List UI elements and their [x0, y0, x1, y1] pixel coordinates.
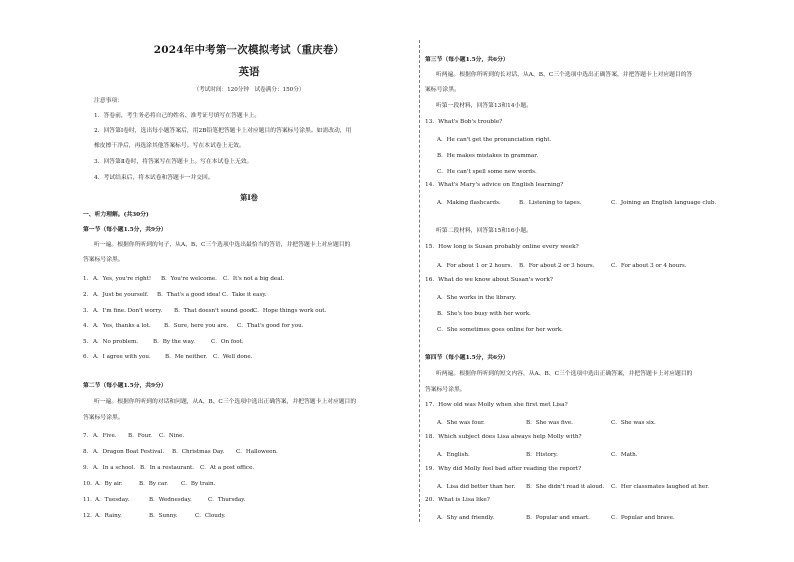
option-c: C．She sometimes goes online for her work. [437, 327, 563, 333]
instruction-line: 答案标号涂黑。 [425, 387, 466, 393]
option-a: A．Five. [93, 433, 117, 439]
option-a: A．By air. [95, 481, 123, 487]
option-b: B．She's too busy with her work. [437, 311, 531, 317]
section-heading: 第三节（每小题1.5分，共6分） [425, 57, 509, 63]
option-c: C．By train. [181, 481, 216, 487]
instruction-line: 案标号涂黑。 [425, 87, 460, 93]
column-divider [419, 40, 420, 522]
question-number: 11． [83, 497, 96, 503]
option-b: B．Sunny. [149, 513, 178, 519]
note-item: 3．回答第Ⅱ卷时，将答案写在答题卡上。写在本试卷上无效。 [94, 159, 253, 165]
question-number: 5． [83, 339, 93, 345]
instruction-line: 听一遍。根据你所听到的句子，从A、B、C三个选项中选出最恰当的答语，并把答题卡上对应题目的 [94, 242, 351, 248]
option-a: A．Lisa did better than her. [437, 484, 516, 490]
option-c: C．He can't spell some new words. [437, 169, 537, 175]
option-c: C．Well done. [213, 354, 253, 360]
option-c: C．Her classmates laughed at her. [611, 484, 710, 490]
question-number: 4． [83, 323, 93, 329]
option-b: B．Wednesday. [149, 497, 192, 503]
option-a: A．Shy and friendly. [437, 515, 495, 521]
option-c: C．Nine. [159, 433, 185, 439]
instruction-line: 听一遍。根据你所听到的对话和问题，从A、B、C三个选项中选出正确答案，并把答题卡上对应题目的 [94, 399, 357, 405]
option-a: A．I agree with you. [93, 354, 151, 360]
option-c: C．Thursday. [208, 497, 246, 503]
option-b: B．By car. [139, 481, 169, 487]
option-b: B．History. [526, 452, 558, 458]
note-item: 4．考试结束后，将本试卷和答题卡一并交回。 [94, 175, 214, 181]
section-heading: 第二节（每小题1.5分，共9分） [83, 383, 167, 389]
option-c: C．Cloudy. [195, 513, 226, 519]
question-stem: 14．What's Mary's advice on English learning? [425, 182, 564, 188]
question-stem: 17．How old was Molly when she first met Lisa? [425, 402, 568, 408]
option-b: B．Christmas Day. [172, 449, 225, 455]
question-number: 8． [83, 449, 93, 455]
option-a: A．Yes, thanks a lot. [93, 323, 151, 329]
notes-heading: 注意事项： [94, 98, 123, 104]
option-b: B．He makes mistakes in grammar. [437, 153, 539, 159]
option-c: C．On foot. [211, 339, 244, 345]
dialog-note: 听第二段材料，回答第15和16小题。 [436, 228, 532, 234]
question-stem: 19．Why did Molly feel bad after reading the report? [425, 466, 582, 472]
option-a: A．She was four. [437, 420, 485, 426]
option-c: C．Halloween. [236, 449, 278, 455]
question-number: 1． [83, 276, 93, 282]
option-b: B．She didn't read it aloud. [526, 484, 605, 490]
part-one-title: 第Ⅰ卷 [240, 193, 258, 202]
option-b: B．By the way. [153, 339, 196, 345]
instruction-line: 听两遍。根据你所听到的长对话，从A、B、C三个选项中选出正确答案，并把答题卡上对应题目的答 [436, 72, 693, 78]
option-b: B．Sure, here you are. [164, 323, 229, 329]
option-b: B．For about 2 or 3 hours. [519, 263, 595, 269]
option-a: A．Making flashcards. [437, 200, 501, 206]
question-stem: 15．How long is Susan probably online every week? [425, 244, 579, 250]
instruction-line: 听两遍。根据你所听到的短文内容，从A、B、C三个选项中选出正确答案，并把答题卡上对应题目的 [436, 371, 693, 377]
option-a: A．She works in the library. [437, 295, 517, 301]
option-b: B．She was five. [526, 420, 573, 426]
option-c: C．Take it easy. [222, 292, 267, 298]
note-item: 2．回答第Ⅰ卷时，选出每小题答案后，用2B铅笔把答题卡上对应题目的答案标号涂黑。如需改动，用 [94, 128, 352, 134]
question-number: 2． [83, 292, 93, 298]
option-a: A．I'm fine. Don't worry. [93, 308, 163, 314]
option-a: A．He can't get the pronunciation right. [437, 137, 552, 143]
question-number: 3． [83, 308, 93, 314]
option-b: B．Me neither. [165, 354, 208, 360]
option-a: A．Just be yourself. [93, 292, 149, 298]
question-stem: 16．What do we know about Susan's work? [425, 277, 553, 283]
option-b: B．In a restaurant. [140, 465, 195, 471]
question-number: 9． [83, 465, 93, 471]
note-item: 橡皮擦干净后，再选涂其他答案标号。写在本试卷上无效。 [94, 143, 245, 149]
option-b: B．Listening to tapes. [519, 200, 582, 206]
note-item: 1．答卷前，考生务必将自己的姓名、准考证号填写在答题卡上。 [94, 113, 261, 119]
option-a: A．For about 1 or 2 hours. [437, 263, 513, 269]
question-stem: 18．Which subject does Lisa always help Molly with? [425, 434, 582, 440]
option-b: B．Four. [128, 433, 153, 439]
question-number: 12． [83, 513, 96, 519]
option-a: A．Dragon Boat Festival. [93, 449, 165, 455]
option-a: A．In a school. [93, 465, 136, 471]
option-c: C．Popular and brave. [611, 515, 675, 521]
option-a: A．Tuesday. [95, 497, 130, 503]
option-c: C．Joining an English language club. [611, 200, 717, 206]
option-c: C．It's not a big deal. [223, 276, 285, 282]
exam-title: 2024年中考第一次模拟考试（重庆卷） [153, 44, 345, 56]
question-number: 10． [83, 481, 96, 487]
option-c: C．That's good for you. [237, 323, 304, 329]
instruction-line: 答案标号涂黑。 [83, 415, 124, 421]
option-a: A．No problem. [93, 339, 139, 345]
section-heading: 一、听力理解。(共30分) [83, 212, 149, 218]
question-stem: 20．What is Lisa like? [425, 497, 490, 503]
question-number: 6． [83, 354, 93, 360]
option-a: A．Rainy. [95, 513, 122, 519]
dialog-note: 听第一段材料，回答第13和14小题。 [436, 103, 532, 109]
question-stem: 13．What's Bob's trouble? [425, 119, 503, 125]
option-c: C．At a post office. [200, 465, 255, 471]
instruction-line: 答案标号涂黑。 [83, 257, 124, 263]
option-c: C．Hope things work out. [253, 308, 327, 314]
option-a: A．English. [437, 452, 470, 458]
subsection-heading: 第一节（每小题1.5分，共9分） [83, 227, 167, 233]
option-b: B．You're welcome. [161, 276, 217, 282]
question-number: 7． [83, 433, 93, 439]
option-c: C．For about 3 or 4 hours. [611, 263, 687, 269]
option-c: C．She was six. [611, 420, 656, 426]
option-a: A．Yes, you're right! [93, 276, 152, 282]
option-b: B．That's a good idea! [157, 292, 221, 298]
exam-subject: 英语 [238, 66, 260, 78]
section-heading: 第四节（每小题1.5分，共6分） [425, 355, 509, 361]
option-b: B．That doesn't sound good. [174, 308, 256, 314]
exam-meta: （考试时间：120分钟 试卷满分：150分） [193, 87, 305, 93]
option-c: C．Math. [611, 452, 638, 458]
option-b: B．Popular and smart. [526, 515, 590, 521]
